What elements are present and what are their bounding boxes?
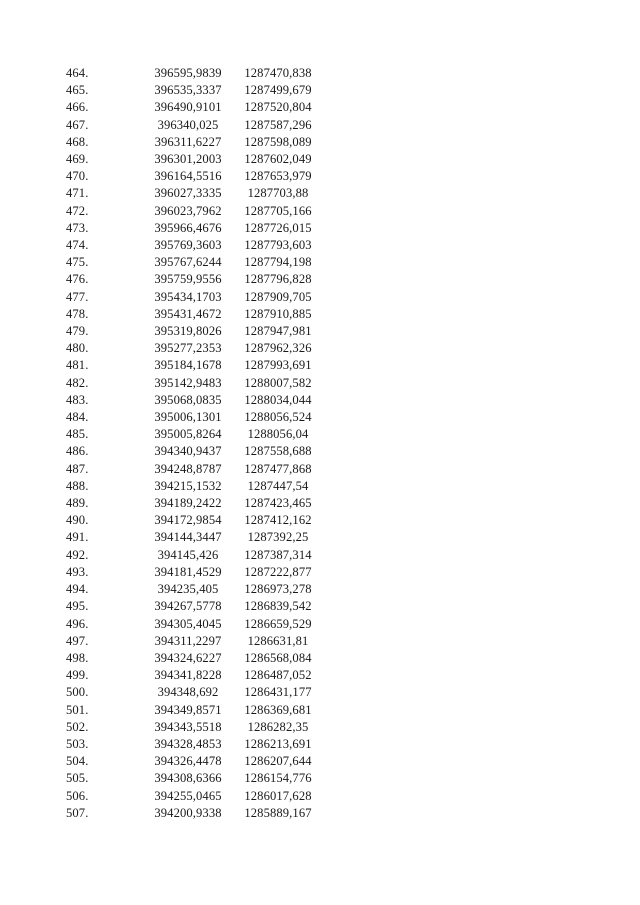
point-number: 468. xyxy=(66,134,89,149)
y-coordinate: 1287387,314 xyxy=(244,547,312,562)
coordinates-table-body xyxy=(66,65,324,822)
table-row xyxy=(66,392,324,409)
point-number: 495. xyxy=(66,599,89,614)
table-row xyxy=(66,82,324,99)
table-row xyxy=(66,65,324,82)
point-number: 479. xyxy=(66,324,89,339)
table-row xyxy=(66,289,324,306)
point-number: 503. xyxy=(66,736,89,751)
y-coordinate: 1286017,628 xyxy=(244,788,312,803)
point-number: 482. xyxy=(66,375,89,390)
point-number: 485. xyxy=(66,427,89,442)
point-number: 465. xyxy=(66,83,89,98)
y-coordinate: 1285889,167 xyxy=(244,805,312,820)
x-coordinate: 394215,1532 xyxy=(154,478,222,493)
point-number: 488. xyxy=(66,478,89,493)
x-coordinate: 394343,5518 xyxy=(154,719,222,734)
point-number: 507. xyxy=(66,805,89,820)
table-row xyxy=(66,426,324,443)
x-coordinate: 395005,8264 xyxy=(154,427,222,442)
x-coordinate: 395319,8026 xyxy=(154,324,222,339)
y-coordinate: 1287653,979 xyxy=(244,169,312,184)
point-number: 489. xyxy=(66,496,89,511)
point-number: 477. xyxy=(66,289,89,304)
y-coordinate: 1287222,877 xyxy=(244,564,312,579)
x-coordinate: 395142,9483 xyxy=(154,375,222,390)
x-coordinate: 394328,4853 xyxy=(154,736,222,751)
x-coordinate: 394200,9338 xyxy=(154,805,222,820)
point-number: 484. xyxy=(66,410,89,425)
table-row xyxy=(66,495,324,512)
table-row xyxy=(66,805,324,822)
y-coordinate: 1287962,326 xyxy=(244,341,312,356)
table-row xyxy=(66,581,324,598)
table-row xyxy=(66,667,324,684)
y-coordinate: 1286207,644 xyxy=(244,754,312,769)
y-coordinate: 1287598,089 xyxy=(244,134,312,149)
point-number: 481. xyxy=(66,358,89,373)
table-row xyxy=(66,340,324,357)
y-coordinate: 1287909,705 xyxy=(244,289,312,304)
y-coordinate: 1286431,177 xyxy=(244,685,312,700)
point-number: 498. xyxy=(66,650,89,665)
table-row xyxy=(66,357,324,374)
x-coordinate: 395769,3603 xyxy=(154,238,222,253)
point-number: 506. xyxy=(66,788,89,803)
x-coordinate: 394305,4045 xyxy=(154,616,222,631)
y-coordinate: 1287520,804 xyxy=(244,100,312,115)
x-coordinate: 394340,9437 xyxy=(154,444,222,459)
point-number: 472. xyxy=(66,203,89,218)
x-coordinate: 394248,8787 xyxy=(154,461,222,476)
y-coordinate: 1287602,049 xyxy=(244,152,312,167)
x-coordinate: 394189,2422 xyxy=(154,496,222,511)
y-coordinate: 1286487,052 xyxy=(244,668,312,683)
table-row xyxy=(66,254,324,271)
x-coordinate: 395068,0835 xyxy=(154,392,222,407)
y-coordinate: 1288056,524 xyxy=(244,410,312,425)
table-row xyxy=(66,788,324,805)
y-coordinate: 1287470,838 xyxy=(244,66,312,80)
table-row xyxy=(66,168,324,185)
table-row xyxy=(66,323,324,340)
y-coordinate: 1287392,25 xyxy=(247,530,309,545)
y-coordinate: 1286369,681 xyxy=(244,702,312,717)
table-row xyxy=(66,203,324,220)
x-coordinate: 396023,7962 xyxy=(154,203,222,218)
point-number: 493. xyxy=(66,564,89,579)
point-number: 496. xyxy=(66,616,89,631)
point-number: 505. xyxy=(66,771,89,786)
point-number: 500. xyxy=(66,685,89,700)
x-coordinate: 394308,6366 xyxy=(154,771,222,786)
table-row xyxy=(66,719,324,736)
table-row xyxy=(66,237,324,254)
x-coordinate: 396164,5516 xyxy=(154,169,222,184)
y-coordinate: 1288056,04 xyxy=(247,427,309,442)
x-coordinate: 394348,692 xyxy=(157,685,219,700)
x-coordinate: 396490,9101 xyxy=(154,100,222,115)
table-row xyxy=(66,117,324,134)
x-coordinate: 394326,4478 xyxy=(154,754,222,769)
x-coordinate: 395277,2353 xyxy=(154,341,222,356)
table-row xyxy=(66,598,324,615)
table-row xyxy=(66,633,324,650)
x-coordinate: 395006,1301 xyxy=(154,410,222,425)
y-coordinate: 1286154,776 xyxy=(244,771,312,786)
table-row xyxy=(66,770,324,787)
x-coordinate: 396301,2003 xyxy=(154,152,222,167)
table-row xyxy=(66,684,324,701)
table-row xyxy=(66,616,324,633)
y-coordinate: 1287423,465 xyxy=(244,496,312,511)
y-coordinate: 1287947,981 xyxy=(244,324,312,339)
table-row xyxy=(66,702,324,719)
y-coordinate: 1287447,54 xyxy=(247,478,309,493)
x-coordinate: 394267,5778 xyxy=(154,599,222,614)
table-row xyxy=(66,99,324,116)
point-number: 491. xyxy=(66,530,89,545)
y-coordinate: 1287910,885 xyxy=(244,306,312,321)
x-coordinate: 394324,6227 xyxy=(154,650,222,665)
point-number: 490. xyxy=(66,513,89,528)
point-number: 470. xyxy=(66,169,89,184)
x-coordinate: 394255,0465 xyxy=(154,788,222,803)
point-number: 467. xyxy=(66,117,89,132)
point-number: 474. xyxy=(66,238,89,253)
point-number: 464. xyxy=(66,66,89,80)
x-coordinate: 394145,426 xyxy=(157,547,219,562)
y-coordinate: 1286631,81 xyxy=(247,633,309,648)
y-coordinate: 1286839,542 xyxy=(244,599,312,614)
coordinates-table xyxy=(66,65,324,822)
table-row xyxy=(66,375,324,392)
x-coordinate: 394311,2297 xyxy=(154,633,222,648)
y-coordinate: 1287705,166 xyxy=(244,203,312,218)
table-row xyxy=(66,512,324,529)
point-number: 497. xyxy=(66,633,89,648)
y-coordinate: 1288034,044 xyxy=(244,392,312,407)
table-row xyxy=(66,736,324,753)
x-coordinate: 394235,405 xyxy=(157,582,219,597)
y-coordinate: 1287703,88 xyxy=(247,186,309,201)
y-coordinate: 1287726,015 xyxy=(244,220,312,235)
table-row xyxy=(66,185,324,202)
y-coordinate: 1286213,691 xyxy=(244,736,312,751)
table-row xyxy=(66,650,324,667)
table-row xyxy=(66,461,324,478)
x-coordinate: 396311,6227 xyxy=(154,134,222,149)
point-number: 501. xyxy=(66,702,89,717)
table-row xyxy=(66,151,324,168)
point-number: 478. xyxy=(66,306,89,321)
point-number: 486. xyxy=(66,444,89,459)
y-coordinate: 1287412,162 xyxy=(244,513,312,528)
y-coordinate: 1287477,868 xyxy=(244,461,312,476)
y-coordinate: 1286659,529 xyxy=(244,616,312,631)
point-number: 492. xyxy=(66,547,89,562)
y-coordinate: 1286282,35 xyxy=(247,719,309,734)
x-coordinate: 395759,9556 xyxy=(154,272,222,287)
x-coordinate: 396535,3337 xyxy=(154,83,222,98)
table-row xyxy=(66,134,324,151)
point-number: 476. xyxy=(66,272,89,287)
x-coordinate: 395966,4676 xyxy=(154,220,222,235)
table-row xyxy=(66,564,324,581)
x-coordinate: 396340,025 xyxy=(157,117,219,132)
x-coordinate: 395434,1703 xyxy=(154,289,222,304)
point-number: 483. xyxy=(66,392,89,407)
y-coordinate: 1288007,582 xyxy=(244,375,312,390)
y-coordinate: 1287587,296 xyxy=(244,117,312,132)
x-coordinate: 394181,4529 xyxy=(154,564,222,579)
point-number: 471. xyxy=(66,186,89,201)
point-number: 499. xyxy=(66,668,89,683)
x-coordinate: 395767,6244 xyxy=(154,255,222,270)
point-number: 494. xyxy=(66,582,89,597)
y-coordinate: 1287558,688 xyxy=(244,444,312,459)
point-number: 466. xyxy=(66,100,89,115)
x-coordinate: 394349,8571 xyxy=(154,702,222,717)
x-coordinate: 394341,8228 xyxy=(154,668,222,683)
y-coordinate: 1286568,084 xyxy=(244,650,312,665)
x-coordinate: 396595,9839 xyxy=(154,66,222,80)
x-coordinate: 396027,3335 xyxy=(154,186,222,201)
table-row xyxy=(66,529,324,546)
point-number: 480. xyxy=(66,341,89,356)
x-coordinate: 395431,4672 xyxy=(154,306,222,321)
table-row xyxy=(66,271,324,288)
y-coordinate: 1286973,278 xyxy=(244,582,312,597)
point-number: 473. xyxy=(66,220,89,235)
x-coordinate: 394144,3447 xyxy=(154,530,222,545)
point-number: 487. xyxy=(66,461,89,476)
point-number: 469. xyxy=(66,152,89,167)
y-coordinate: 1287499,679 xyxy=(244,83,312,98)
y-coordinate: 1287796,828 xyxy=(244,272,312,287)
point-number: 502. xyxy=(66,719,89,734)
table-row xyxy=(66,409,324,426)
point-number: 475. xyxy=(66,255,89,270)
table-row xyxy=(66,478,324,495)
y-coordinate: 1287793,603 xyxy=(244,238,312,253)
x-coordinate: 394172,9854 xyxy=(154,513,222,528)
table-row xyxy=(66,547,324,564)
point-number: 504. xyxy=(66,754,89,769)
table-row xyxy=(66,443,324,460)
x-coordinate: 395184,1678 xyxy=(154,358,222,373)
table-row xyxy=(66,753,324,770)
table-row xyxy=(66,220,324,237)
table-row xyxy=(66,306,324,323)
y-coordinate: 1287794,198 xyxy=(244,255,312,270)
y-coordinate: 1287993,691 xyxy=(244,358,312,373)
